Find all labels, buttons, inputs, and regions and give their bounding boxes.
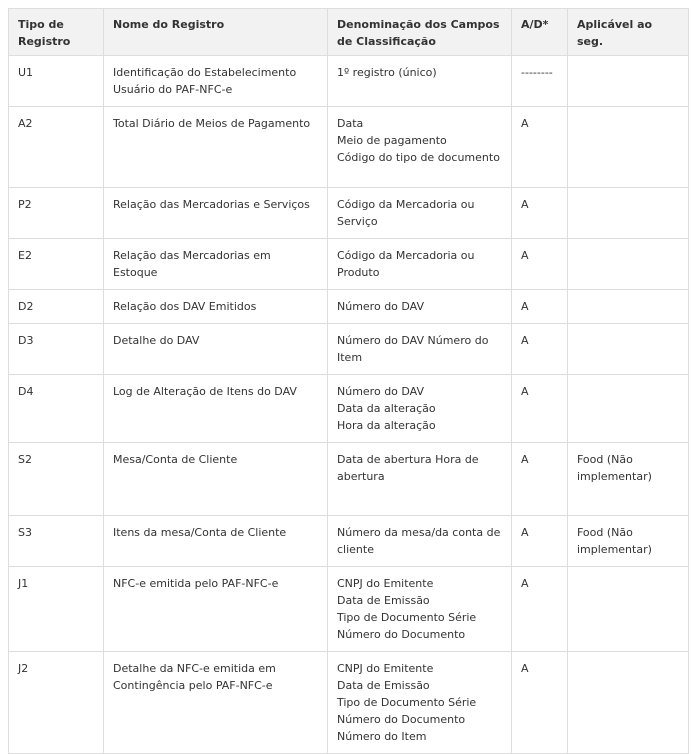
cell-tipo-de-registro: J2 (9, 652, 104, 754)
cell-nome-do-registro: Total Diário de Meios de Pagamento (104, 107, 328, 188)
denominacao-line: Tipo de Documento Série (337, 696, 477, 709)
denominacao-line: 1º registro (único) (337, 66, 437, 79)
header-denominacao-dos-campos: Denominação dos Campos de Classificação (328, 9, 512, 56)
denominacao-line: Número do DAV Número do Item (337, 334, 489, 364)
cell-denominacao-dos-campos (328, 324, 512, 375)
cell-tipo-de-registro: E2 (9, 239, 104, 290)
cell-tipo-de-registro: U1 (9, 56, 104, 107)
table-row (9, 107, 689, 188)
cell-denominacao-dos-campos (328, 56, 512, 107)
cell-a-d: A (512, 239, 568, 290)
cell-a-d: A (512, 567, 568, 652)
cell-aplicavel-ao-seg (568, 56, 689, 107)
table-header-row (9, 9, 689, 56)
denominacao-line: Data da alteração (337, 402, 436, 415)
table-row (9, 290, 689, 324)
denominacao-line: Data de Emissão (337, 679, 430, 692)
cell-denominacao-dos-campos (328, 188, 512, 239)
denominacao-line: Hora da alteração (337, 419, 436, 432)
denominacao-line: CNPJ do Emitente (337, 662, 434, 675)
cell-a-d: A (512, 652, 568, 754)
cell-a-d: A (512, 324, 568, 375)
cell-tipo-de-registro: J1 (9, 567, 104, 652)
denominacao-line: Data de Emissão (337, 594, 430, 607)
cell-nome-do-registro: Mesa/Conta de Cliente (104, 443, 328, 516)
cell-aplicavel-ao-seg (568, 652, 689, 754)
cell-tipo-de-registro: D3 (9, 324, 104, 375)
header-aplicavel-ao-seg: Aplicável ao seg. (568, 9, 689, 56)
denominacao-line: Número do DAV (337, 300, 425, 313)
cell-a-d: A (512, 516, 568, 567)
denominacao-line: Data (337, 117, 364, 130)
cell-nome-do-registro: Relação das Mercadorias em Estoque (104, 239, 328, 290)
header-a-d: A/D* (512, 9, 568, 56)
cell-nome-do-registro: Detalhe do DAV (104, 324, 328, 375)
registros-table (8, 8, 689, 754)
cell-aplicavel-ao-seg (568, 290, 689, 324)
denominacao-line: Tipo de Documento Série (337, 611, 477, 624)
cell-aplicavel-ao-seg: Food (Não implementar) (568, 443, 689, 516)
header-tipo-de-registro: Tipo de Registro (9, 9, 104, 56)
table-row (9, 324, 689, 375)
table-row (9, 443, 689, 516)
cell-denominacao-dos-campos (328, 107, 512, 188)
cell-nome-do-registro: Itens da mesa/Conta de Cliente (104, 516, 328, 567)
cell-aplicavel-ao-seg (568, 324, 689, 375)
cell-a-d: A (512, 107, 568, 188)
cell-aplicavel-ao-seg (568, 375, 689, 443)
denominacao-line: Número do Documento (337, 628, 466, 641)
denominacao-line: Código da Mercadoria ou Serviço (337, 198, 475, 228)
cell-a-d: A (512, 188, 568, 239)
cell-tipo-de-registro: D2 (9, 290, 104, 324)
cell-denominacao-dos-campos (328, 290, 512, 324)
denominacao-line: Código da Mercadoria ou Produto (337, 249, 475, 279)
cell-tipo-de-registro: S3 (9, 516, 104, 567)
table-row (9, 188, 689, 239)
table-body (9, 56, 689, 754)
cell-aplicavel-ao-seg (568, 188, 689, 239)
cell-tipo-de-registro: D4 (9, 375, 104, 443)
cell-denominacao-dos-campos (328, 516, 512, 567)
cell-nome-do-registro: NFC-e emitida pelo PAF-NFC-e (104, 567, 328, 652)
cell-a-d: A (512, 375, 568, 443)
cell-tipo-de-registro: P2 (9, 188, 104, 239)
denominacao-line: Número da mesa/da conta de cliente (337, 526, 501, 556)
cell-aplicavel-ao-seg (568, 107, 689, 188)
cell-a-d: -------- (512, 56, 568, 107)
cell-denominacao-dos-campos (328, 375, 512, 443)
cell-nome-do-registro: Relação dos DAV Emitidos (104, 290, 328, 324)
table-row (9, 567, 689, 652)
cell-a-d: A (512, 290, 568, 324)
denominacao-line: Número do Item (337, 730, 427, 743)
table-row (9, 652, 689, 754)
table-row (9, 56, 689, 107)
denominacao-line: Número do Documento (337, 713, 466, 726)
denominacao-line: Data de abertura Hora de abertura (337, 453, 479, 483)
table-row (9, 516, 689, 567)
cell-nome-do-registro: Detalhe da NFC-e emitida em Contingência pelo PAF-NFC-e (104, 652, 328, 754)
cell-nome-do-registro: Identificação do Estabelecimento Usuário do PAF-NFC-e (104, 56, 328, 107)
cell-denominacao-dos-campos (328, 652, 512, 754)
denominacao-line: Meio de pagamento (337, 134, 447, 147)
header-nome-do-registro: Nome do Registro (104, 9, 328, 56)
denominacao-line: Código do tipo de documento (337, 151, 500, 164)
cell-tipo-de-registro: A2 (9, 107, 104, 188)
cell-denominacao-dos-campos (328, 239, 512, 290)
table-row (9, 239, 689, 290)
cell-aplicavel-ao-seg: Food (Não implementar) (568, 516, 689, 567)
cell-aplicavel-ao-seg (568, 239, 689, 290)
denominacao-line: Número do DAV (337, 385, 425, 398)
cell-nome-do-registro: Relação das Mercadorias e Serviços (104, 188, 328, 239)
cell-nome-do-registro: Log de Alteração de Itens do DAV (104, 375, 328, 443)
cell-aplicavel-ao-seg (568, 567, 689, 652)
cell-a-d: A (512, 443, 568, 516)
table-row (9, 375, 689, 443)
cell-denominacao-dos-campos (328, 443, 512, 516)
cell-denominacao-dos-campos (328, 567, 512, 652)
cell-tipo-de-registro: S2 (9, 443, 104, 516)
denominacao-line: CNPJ do Emitente (337, 577, 434, 590)
